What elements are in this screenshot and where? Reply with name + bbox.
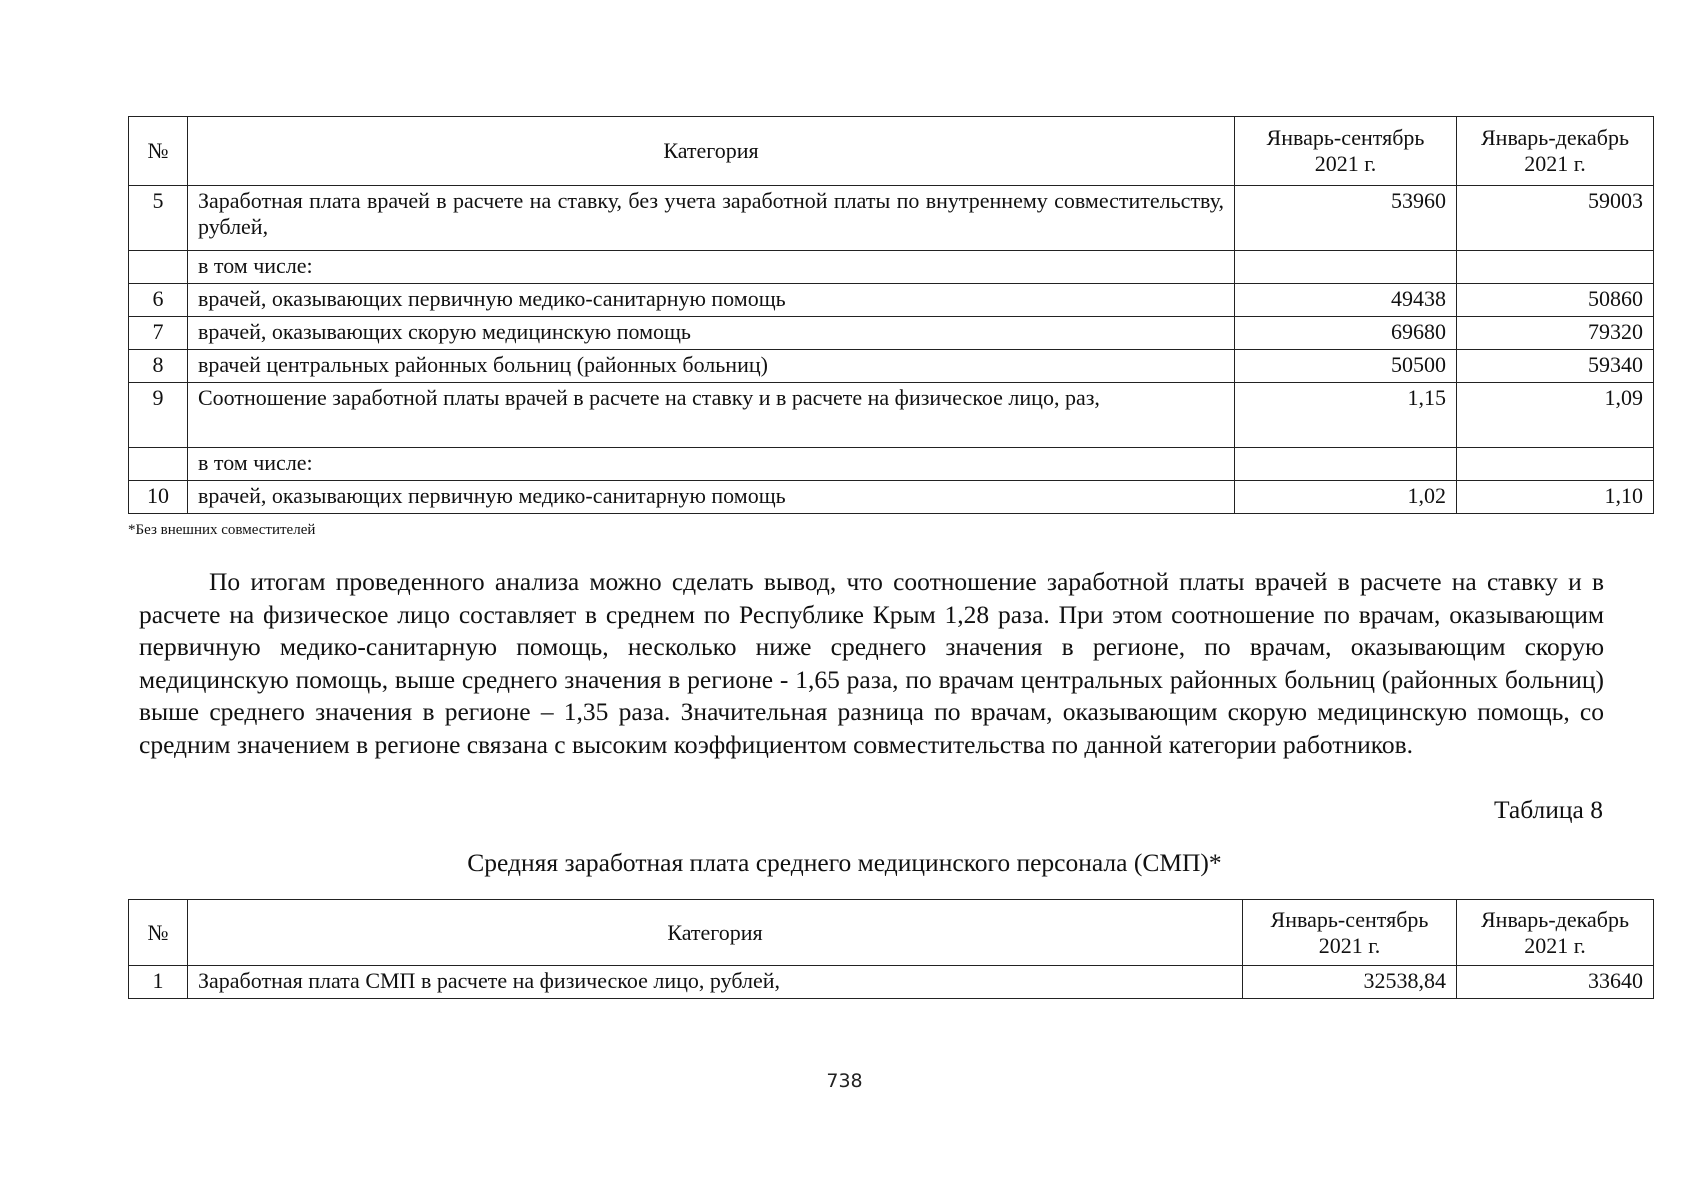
header-jan-dec: Январь-декабрь 2021 г. [1457, 117, 1654, 186]
header-number: № [129, 900, 188, 966]
row-number: 7 [129, 317, 188, 350]
row-jan-sep: 32538,84 [1243, 966, 1457, 999]
table-number: Таблица 8 [1493, 795, 1603, 824]
table-row [129, 251, 1654, 284]
table-header-row [129, 900, 1654, 966]
row-jan-sep [1235, 448, 1457, 481]
row-number: 6 [129, 284, 188, 317]
row-jan-dec: 50860 [1457, 284, 1654, 317]
row-jan-sep [1235, 251, 1457, 284]
row-category: врачей, оказывающих первичную медико-санитарную помощь [188, 284, 1235, 317]
row-number [129, 448, 188, 481]
table-footnote: *Без внешних совместителей [128, 522, 316, 538]
nurse-salary-table [128, 899, 1654, 999]
row-category: Заработная плата врачей в расчете на ставку, без учета заработной платы по внутреннему совместительству, рублей, [188, 186, 1235, 251]
header-jan-sep: Январь-сентябрь 2021 г. [1235, 117, 1457, 186]
header-category: Категория [188, 117, 1235, 186]
row-jan-sep: 53960 [1235, 186, 1457, 251]
row-jan-sep: 50500 [1235, 350, 1457, 383]
row-jan-dec [1457, 251, 1654, 284]
analysis-paragraph: По итогам проведенного анализа можно сделать вывод, что соотношение заработной платы врачей в расчете на ставку и в расчете на физическое лицо составляет в среднем по Республике Крым 1,28 раза. При этом соотношение по врачам, оказывающим первичную медико-санитарную помощь, несколько ниже среднего значения в регионе, по врачам, оказывающим скорую медицинскую помощь, выше среднего значения в регионе - 1,65 раза, по врачам центральных районных больниц (районных больниц) выше среднего значения в регионе – 1,35 раза. Значительная разница по врачам, оказывающим скорую медицинскую помощь, со средним значением в регионе связана с высоким коэффициентом совместительства по данной категории работников. [139, 567, 1604, 759]
row-jan-sep: 1,02 [1235, 481, 1457, 514]
row-jan-dec: 59003 [1457, 186, 1654, 251]
row-number: 8 [129, 350, 188, 383]
table-row [129, 481, 1654, 514]
table-row [129, 448, 1654, 481]
header-jan-dec: Январь-декабрь 2021 г. [1457, 900, 1654, 966]
page-number: 738 [826, 1070, 863, 1092]
row-jan-sep: 1,15 [1235, 383, 1457, 448]
doctor-salary-table [128, 116, 1654, 514]
header-number: № [129, 117, 188, 186]
table-row [129, 317, 1654, 350]
row-category: Соотношение заработной платы врачей в расчете на ставку и в расчете на физическое лицо, раз, [188, 383, 1235, 448]
row-number: 9 [129, 383, 188, 448]
table-row [129, 966, 1654, 999]
table-title: Средняя заработная плата среднего медицинского персонала (СМП)* [467, 848, 1222, 877]
row-category: врачей, оказывающих первичную медико-санитарную помощь [188, 481, 1235, 514]
row-jan-dec: 59340 [1457, 350, 1654, 383]
row-category: врачей центральных районных больниц (районных больниц) [188, 350, 1235, 383]
table-row [129, 284, 1654, 317]
row-number [129, 251, 188, 284]
table-row [129, 383, 1654, 448]
row-category: в том числе: [188, 448, 1235, 481]
row-jan-dec: 1,10 [1457, 481, 1654, 514]
row-category: врачей, оказывающих скорую медицинскую помощь [188, 317, 1235, 350]
row-jan-dec: 33640 [1457, 966, 1654, 999]
row-category: Заработная плата СМП в расчете на физическое лицо, рублей, [188, 966, 1243, 999]
row-number: 5 [129, 186, 188, 251]
header-category: Категория [188, 900, 1243, 966]
table-header-row [129, 117, 1654, 186]
header-jan-sep: Январь-сентябрь 2021 г. [1243, 900, 1457, 966]
row-jan-sep: 49438 [1235, 284, 1457, 317]
row-jan-dec [1457, 448, 1654, 481]
row-jan-dec: 79320 [1457, 317, 1654, 350]
row-jan-sep: 69680 [1235, 317, 1457, 350]
table-row [129, 350, 1654, 383]
table-row [129, 186, 1654, 251]
row-category: в том числе: [188, 251, 1235, 284]
row-jan-dec: 1,09 [1457, 383, 1654, 448]
row-number: 10 [129, 481, 188, 514]
row-number: 1 [129, 966, 188, 999]
